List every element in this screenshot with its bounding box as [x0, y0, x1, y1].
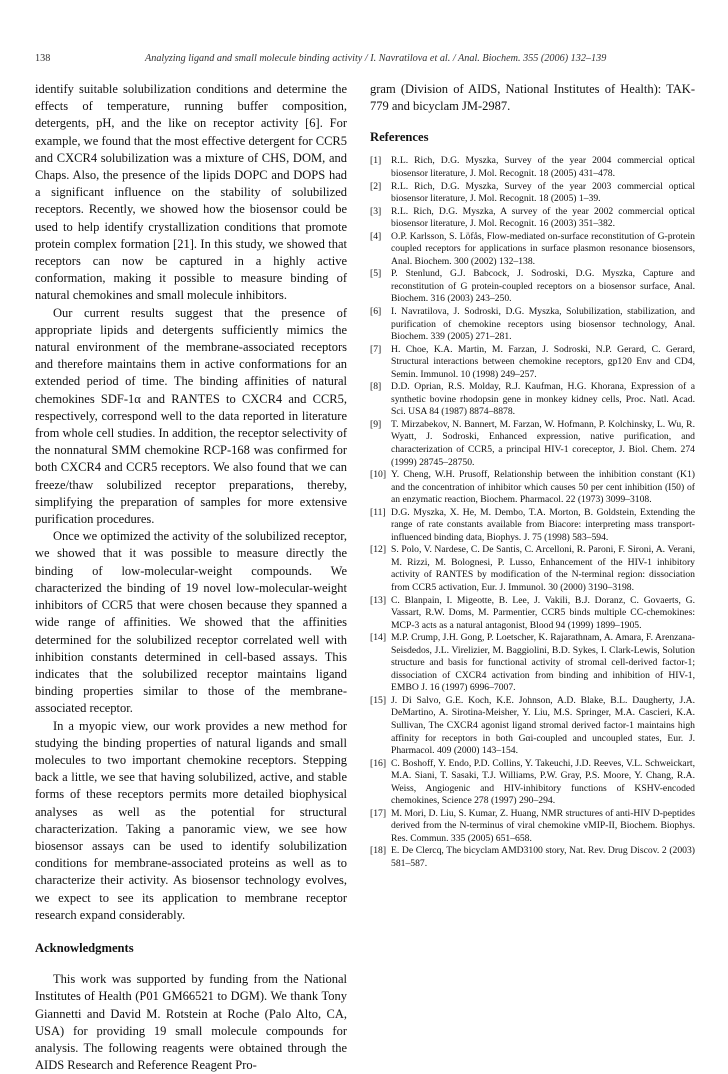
reference-text: H. Choe, K.A. Martin, M. Farzan, J. Sodroski, N.P. Gerard, C. Gerard, Structural interactions between chemokine receptors, gp120 Env and CD4, Semin. Immunol. 10 (1998) 249–257. [391, 343, 695, 380]
reference-text: C. Boshoff, Y. Endo, P.D. Collins, Y. Takeuchi, J.D. Reeves, V.L. Schweickart, M.A. Siani, T. Sasaki, T.J. Williams, P.W. Gray, P.S. Moore, Y. Chang, R.A. Weiss, Angiogenic and HIV-inhibitory functions of KSHV-encoded chemokines, Science 278 (1997) 290–294. [391, 757, 695, 807]
right-column [370, 81, 695, 871]
reference-item [370, 632, 695, 695]
reference-item [370, 344, 695, 382]
reference-text: O.P. Karlsson, S. Löfås, Flow-mediated on-surface reconstitution of G-protein coupled receptors for applications in surface plasmon resonance biosensors, Anal. Biochem. 300 (2002) 132–138. [391, 230, 695, 267]
reference-text: Y. Cheng, W.H. Prusoff, Relationship between the inhibition constant (K1) and the concentration of inhibitor which causes 50 per cent inhibition (I50) of an enzymatic reaction, Biochem. Pharmacol. 22 (1973) 3099–3108. [391, 469, 695, 506]
reference-text: I. Navratilova, J. Sodroski, D.G. Myszka, Solubilization, stabilization, and purification of chemokine receptors using biosensor technology, Anal. Biochem. 339 (2005) 271–281. [391, 305, 695, 343]
reference-text: R.L. Rich, D.G. Myszka, Survey of the year 2004 commercial optical biosensor literature, J. Mol. Recognit. 18 (2005) 431–478. [391, 155, 695, 179]
reference-item [370, 695, 695, 758]
reference-text: D.G. Myszka, X. He, M. Dembo, T.A. Morton, B. Goldstein, Extending the range of rate constants available from Biacore: interpreting mass transport-influenced binding data, Biophys. J. 75 (1998) 583–594. [391, 506, 695, 543]
reference-item [370, 845, 695, 870]
body-paragraph: Our current results suggest that the presence of appropriate lipids and detergents sufficiently mimics the natural environment of the membrane-associated receptors and therefore maintains them in active conformations for an extended period of time. The binding affinities of natural chemokines SDF-1α and RANTES to CXCR4 and CCR5, respectively, correspond well to the data reported in literature from whole cell studies. In addition, the receptor selectivity of the nonnatural SMM chemokine RCP-168 was confirmed for both CXCR4 and CCR5 receptors. We also found that we can freeze/thaw solubilized receptor preparations, thereby, simplifying the preparation of samples for more extensive purification procedures. [35, 305, 347, 527]
body-paragraph: In a myopic view, our work provides a new method for studying the binding properties of natural ligands and small molecules to two important chemokine receptors. Stepping back a little, we see that having solubilized, active, and stable forms of these receptors permits more detailed biophysical analyses as well as the potential for structural characterization. Taking a panoramic view, we see how biosensor assays can be used to identify solubilization conditions for membrane-associated proteins as well as to characterize their activity. As biosensor technology evolves, we expect to see its application to membrane receptor research expand considerably. [35, 718, 347, 922]
reference-text: J. Di Salvo, G.E. Koch, K.E. Johnson, A.D. Blake, B.L. Daugherty, J.A. DeMartino, A. Sirotina-Meisher, Y. Liu, M.S. Springer, M.A. Cascieri, K.A. Sullivan, The CXCR4 agonist ligand stromal derived factor-1 maintains high affinity for receptors in both Gαi-coupled and uncoupled states, Eur. J. Pharmacol. 409 (2000) 143–154. [391, 694, 695, 757]
reference-item [370, 595, 695, 633]
reference-item [370, 419, 695, 469]
reference-number: [11] [370, 506, 386, 518]
acknowledgments-heading: Acknowledgments [35, 940, 134, 955]
reference-number: [13] [370, 594, 387, 606]
references-heading: References [370, 130, 429, 145]
reference-item [370, 544, 695, 594]
left-column [35, 81, 347, 1074]
reference-number: [4] [370, 230, 382, 242]
reference-item [370, 181, 695, 206]
reference-number: [1] [370, 155, 382, 167]
reference-text: M.P. Crump, J.H. Gong, P. Loetscher, K. Rajarathnam, A. Amara, F. Arenzana-Seisdedos, J.L. Virelizier, M. Baggiolini, B.D. Sykes, I. Clark-Lewis, Solution structure and basis for functional activity of stromal cell-derived factor-1; dissociation of CXCR4 activation from binding and inhibition of HIV-1, EMBO J. 16 (1997) 6996–7007. [391, 632, 695, 694]
reference-number: [3] [370, 205, 382, 217]
reference-item [370, 758, 695, 808]
body-paragraph: Once we optimized the activity of the solubilized receptor, we showed that it was possible to measure directly the binding of low-molecular-weight compounds. We characterized the binding of 19 novel low-molecular-weight inhibitors of CCR5 that were chosen because they spanned a wide range of affinities. We showed that the affinities determined for the solubilized receptor correlated well with inhibition constants determined in cell-based assays. This indicates that the solubilized receptor maintains ligand binding properties similar to those of the membrane-associated receptor. [35, 529, 347, 716]
reference-item [370, 469, 695, 507]
reference-item [370, 306, 695, 344]
reference-number: [5] [370, 268, 382, 280]
reference-number: [14] [370, 632, 387, 644]
reference-text: S. Polo, V. Nardese, C. De Santis, C. Arcelloni, R. Paroni, F. Sironi, A. Verani, M. Rizzi, M. Bolognesi, P. Lusso, Enhancement of the HIV-1 inhibitory activity of RANTES by modification of the N-terminal region: dissociation from CCR5 activation, Eur. J. Immunol. 30 (2000) 3190–3198. [391, 544, 695, 593]
reference-item [370, 231, 695, 269]
reference-item [370, 268, 695, 306]
acknowledgments-paragraph: This work was supported by funding from the National Institutes of Health (P01 GM66521 to DGM). We thank Tony Giannetti and David M. Rotstein at Roche (Palo Alto, CA, USA) for providing 19 small molecule compounds for analysis. The following reagents were obtained through the AIDS Research and Reference Reagent Pro- [35, 972, 347, 1073]
page-number: 138 [35, 53, 51, 64]
reference-number: [16] [370, 757, 387, 769]
reference-number: [7] [370, 343, 382, 355]
reference-text: C. Blanpain, I. Migeotte, B. Lee, J. Vakili, B.J. Doranz, C. Govaerts, G. Vassart, R.W. Doms, M. Parmentier, CCR5 binds multiple CC-chemokines: MCP-3 acts as a natural antagonist, Blood 94 (1999) 1899–1905. [391, 594, 695, 631]
reference-text: E. De Clercq, The bicyclam AMD3100 story, Nat. Rev. Drug Discov. 2 (2003) 581–587. [391, 845, 695, 870]
reference-number: [12] [370, 544, 387, 556]
reference-number: [9] [370, 418, 382, 430]
reference-text: D.D. Oprian, R.S. Molday, R.J. Kaufman, H.G. Khorana, Expression of a synthetic bovine rhodopsin gene in monkey kidney cells, Proc. Natl. Acad. Sci. USA 84 (1987) 8874–8878. [391, 381, 695, 418]
reference-number: [8] [370, 381, 382, 393]
reference-item [370, 808, 695, 846]
reference-text: R.L. Rich, D.G. Myszka, Survey of the year 2003 commercial optical biosensor literature, J. Mol. Recognit. 18 (2005) 1–39. [391, 180, 695, 205]
reference-number: [10] [370, 469, 387, 481]
reference-list [370, 155, 695, 870]
reference-item [370, 381, 695, 419]
reference-number: [6] [370, 305, 382, 317]
reference-item [370, 155, 695, 180]
reference-text: R.L. Rich, D.G. Myszka, A survey of the year 2002 commercial optical biosensor literature, J. Mol. Recognit. 16 (2003) 351–382. [391, 205, 695, 230]
reference-text: T. Mirzabekov, N. Bannert, M. Farzan, W. Hofmann, P. Kolchinsky, L. Wu, R. Wyatt, J. Sodroski, Enhanced expression, native purification, and characterization of CCR5, a principal HIV-1 coreceptor, J. Biol. Chem. 274 (1999) 28745–28750. [391, 418, 695, 468]
reference-text: P. Stenlund, G.J. Babcock, J. Sodroski, D.G. Myszka, Capture and reconstitution of G protein-coupled receptors on a biosensor surface, Anal. Biochem. 316 (2003) 243–250. [391, 268, 695, 305]
reference-item [370, 206, 695, 231]
reference-number: [2] [370, 180, 382, 192]
reference-item [370, 507, 695, 545]
reference-number: [18] [370, 845, 387, 857]
reference-number: [15] [370, 694, 387, 706]
continued-paragraph: gram (Division of AIDS, National Institutes of Health): TAK-779 and bicyclam JM-2987. [370, 82, 695, 114]
body-paragraph: identify suitable solubilization conditions and determine the effects of temperature, running buffer composition, detergents, pH, and the like on receptor activity [6]. For example, we found that the most effective detergent for CCR5 and CXCR4 solubilization was a mixture of CHS, DOM, and Chaps. Also, the presence of the lipids DOPC and DOPS had a significant influence on the stability of solubilized receptors. Recently, we showed how the biosensor could be used to help identify crystallization conditions that promote protein complex formation [21]. In this study, we showed that receptors can now be captured in a highly active conformation, making it possible to measure binding of natural chemokines and small molecule inhibitors. [35, 82, 347, 303]
reference-text: M. Mori, D. Liu, S. Kumar, Z. Huang, NMR structures of anti-HIV D-peptides derived from the N-terminus of viral chemokine vMIP-II, Biochem. Biophys. Res. Commun. 335 (2005) 651–658. [391, 807, 695, 844]
running-header [33, 53, 695, 67]
running-title: Analyzing ligand and small molecule binding activity / I. Navratilova et al. / Anal. Biochem. 355 (2006) 132–139 [145, 53, 607, 64]
reference-number: [17] [370, 807, 387, 819]
